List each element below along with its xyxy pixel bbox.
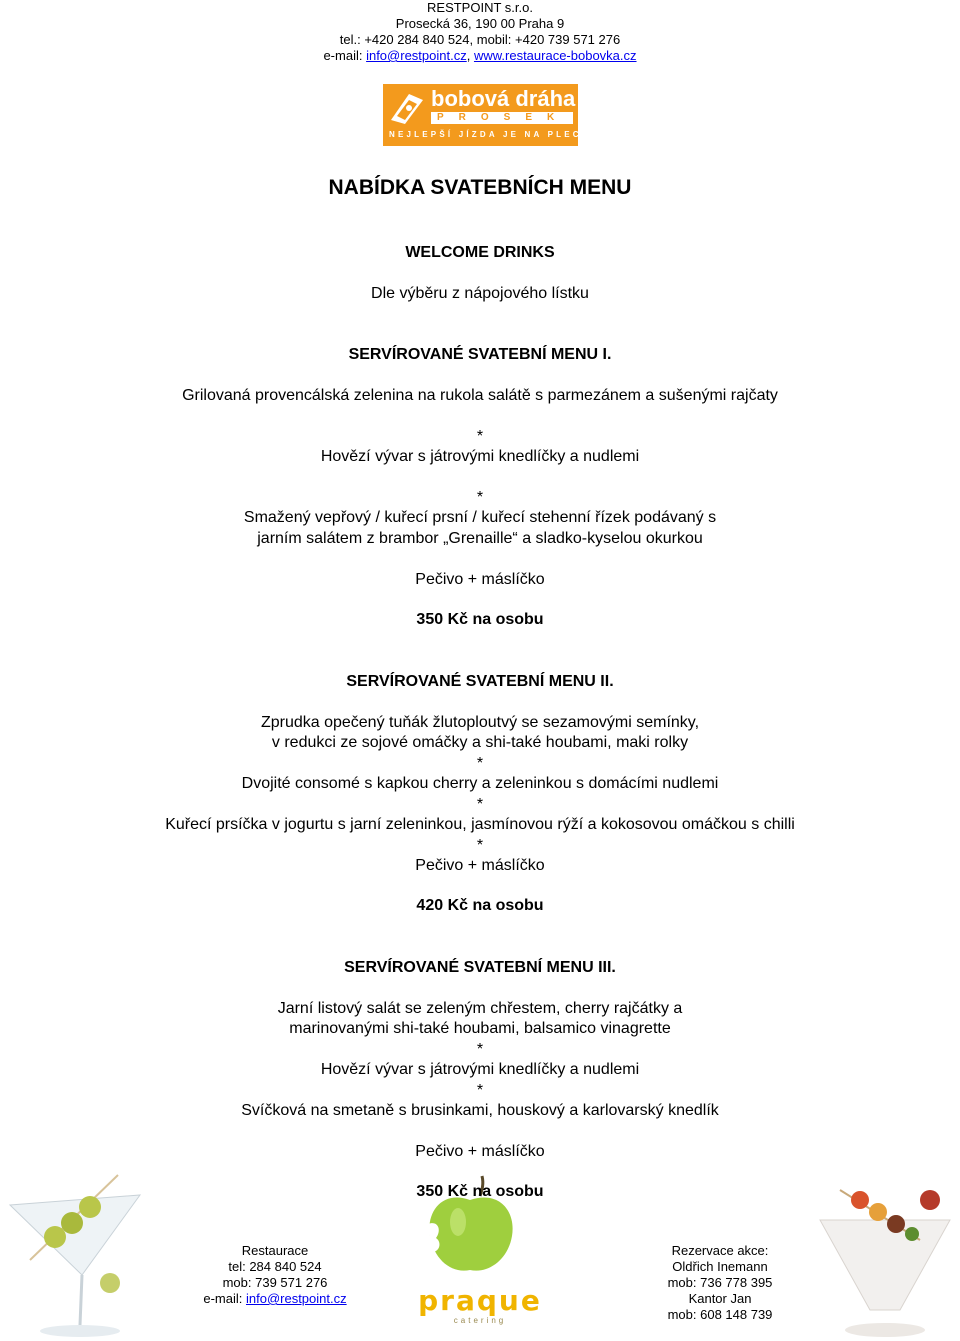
footer-contact-person: Kantor Jan (688, 1291, 752, 1306)
menu3-heading: SERVÍROVANÉ SVATEBNÍ MENU III. (344, 959, 616, 976)
menu2-item3: Kuřecí prsíčka v jogurtu s jarní zeleninkou, jasmínovou rýží a kokosovou omáčkou s chilli (165, 816, 795, 833)
praque-catering-logo (410, 1286, 550, 1326)
menu1-separator: * (476, 489, 484, 506)
menu1-price: 350 Kč na osobu (416, 611, 544, 628)
welcome-heading: WELCOME DRINKS (405, 244, 555, 261)
menu3-price: 350 Kč na osobu (416, 1183, 544, 1200)
welcome-text: Dle výběru z nápojového lístku (371, 285, 589, 302)
website-link[interactable]: www.restaurace-bobovka.cz (473, 48, 637, 63)
footer-reservations (630, 1243, 810, 1323)
company-name: RESTPOINT s.r.o. (427, 0, 533, 15)
menu2-item1-line1: Zprudka opečený tuňák žlutoploutvý se sezamovými semínky, (260, 714, 700, 731)
footer-restaurant-email (180, 1291, 370, 1307)
menu1-separator: * (476, 428, 484, 445)
footer-restaurant-label: Restaurace (241, 1243, 309, 1258)
footer-restaurant-mob: mob: 739 571 276 (222, 1275, 328, 1290)
footer-restaurant (180, 1243, 370, 1307)
page-title: NABÍDKA SVATEBNÍCH MENU (328, 176, 632, 199)
footer-contact-mob: mob: 608 148 739 (667, 1307, 773, 1322)
praque-logo-sub: catering (453, 1316, 507, 1325)
menu2-separator: * (476, 796, 484, 813)
email-prefix: e-mail: (323, 48, 367, 63)
menu1-item1: Grilovaná provencálská zelenina na rukola salátě s parmezánem a sušenými rajčaty (182, 387, 778, 404)
menu3-separator: * (476, 1041, 484, 1058)
footer-reservations-label: Rezervace akce: (671, 1243, 769, 1258)
footer-contact-mob: mob: 736 778 395 (667, 1275, 773, 1290)
menu1-heading: SERVÍROVANÉ SVATEBNÍ MENU I. (348, 346, 612, 363)
footer-restaurant-tel: tel: 284 840 524 (228, 1259, 322, 1274)
praque-logo-brand: praque (418, 1284, 542, 1317)
menu1-item2: Hovězí vývar s játrovými knedlíčky a nudlemi (320, 448, 640, 465)
menu2-price: 420 Kč na osobu (416, 897, 544, 914)
menu2-separator: * (476, 837, 484, 854)
menu2-bread: Pečivo + máslíčko (415, 857, 545, 874)
menu3-bread: Pečivo + máslíčko (415, 1143, 545, 1160)
menu3-separator: * (476, 1082, 484, 1099)
logo-brand: bobová dráha (431, 86, 576, 111)
sled-icon (389, 90, 425, 126)
menu2-item2: Dvojité consomé s kapkou cherry a zeleninkou s domácími nudlemi (241, 775, 719, 792)
company-contacts (0, 48, 960, 64)
menu2-heading: SERVÍROVANÉ SVATEBNÍ MENU II. (346, 673, 614, 690)
menu3-item1-line2: marinovanými shi-také houbami, balsamico vinagrette (289, 1020, 671, 1037)
company-phones: tel.: +420 284 840 524, mobil: +420 739 571 276 (339, 32, 621, 47)
menu1-item3-line2: jarním salátem z brambor „Grenaille“ a sladko-kyselou okurkou (257, 530, 703, 547)
menu3-item2: Hovězí vývar s játrovými knedlíčky a nudlemi (320, 1061, 640, 1078)
menu1-item3-line1: Smažený vepřový / kuřecí prsní / kuřecí stehenní řízek podávaný s (243, 509, 717, 526)
footer-email-link[interactable]: info@restpoint.cz (245, 1291, 347, 1306)
menu3-item1-line1: Jarní listový salát se zeleným chřestem, cherry rajčátky a (277, 1000, 683, 1017)
email-link[interactable]: info@restpoint.cz (366, 48, 467, 63)
bobova-draha-logo (383, 84, 622, 146)
separator: , (466, 48, 474, 63)
menu1-bread: Pečivo + máslíčko (415, 571, 545, 588)
menu2-item1-line2: v redukci ze sojové omáčky a shi-také houbami, maki rolky (271, 734, 689, 751)
menu3-item3: Svíčková na smetaně s brusinkami, houskový a karlovarský knedlík (241, 1102, 719, 1119)
logo-slogan: NEJLEPŠÍ JÍZDA JE NA PLECH... U (389, 130, 622, 139)
company-address: Prosecká 36, 190 00 Praha 9 (395, 16, 565, 31)
logo-sub: PROSEK (431, 112, 573, 124)
footer-email-prefix: e-mail: (203, 1291, 246, 1306)
menu2-separator: * (476, 755, 484, 772)
footer-contact-person: Oldřich Inemann (672, 1259, 768, 1274)
